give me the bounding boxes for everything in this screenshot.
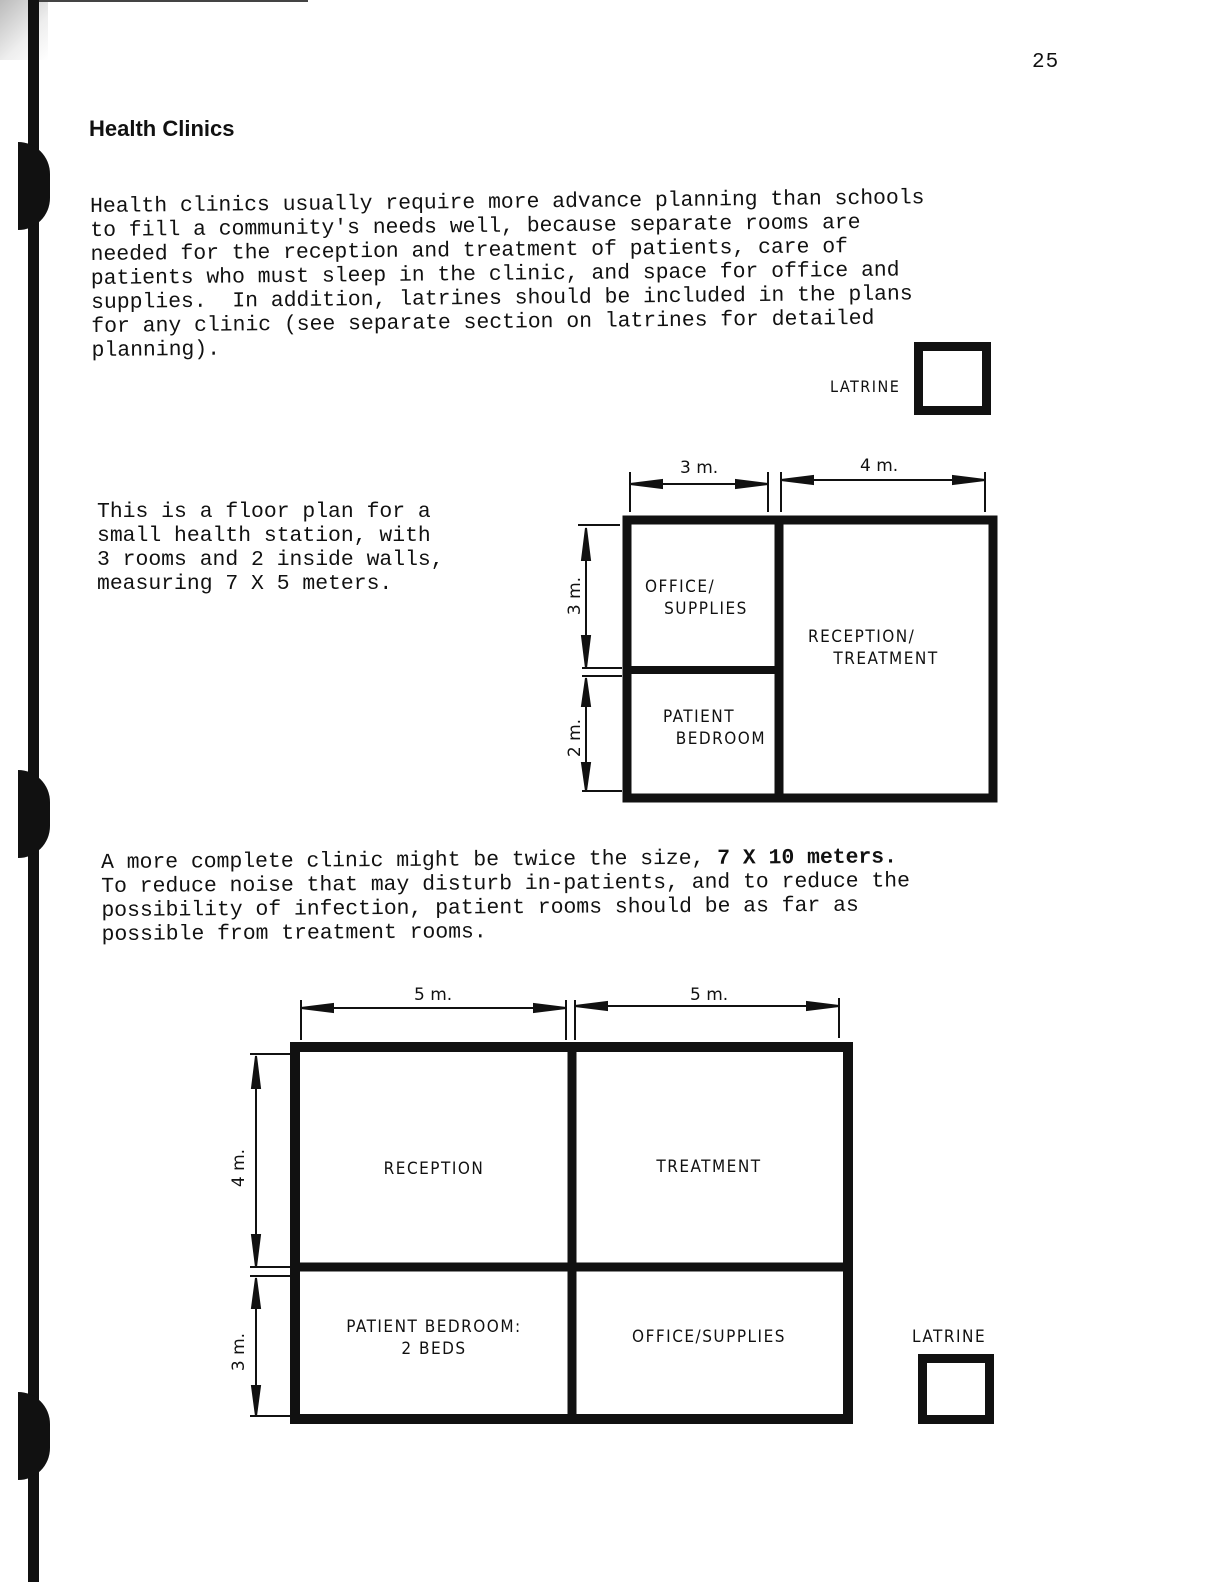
- large-plan-top-dimensions: [301, 998, 839, 1040]
- large-room-reception: RECEPTION: [383, 1159, 485, 1179]
- page-number: 25: [1032, 51, 1060, 74]
- large-room-office: OFFICE/SUPPLIES: [632, 1327, 786, 1347]
- small-dim-top-left: 3 m.: [680, 458, 719, 478]
- second-paragraph-line1: A more complete clinic might be twice the size,: [101, 846, 718, 875]
- small-dim-left-upper: 3 m.: [565, 576, 585, 616]
- large-room-treatment: TREATMENT: [656, 1157, 762, 1177]
- small-dim-top-right: 4 m.: [860, 456, 899, 476]
- small-room-reception: RECEPTION/ TREATMENT: [808, 627, 939, 669]
- second-paragraph-size: 7 X 10 meters.: [717, 845, 898, 871]
- small-dim-left-lower: 2 m.: [565, 718, 585, 758]
- small-room-patient: PATIENT BEDROOM: [663, 707, 767, 749]
- page-title: Health Clinics: [89, 116, 235, 141]
- large-dim-left-upper: 4 m.: [229, 1148, 249, 1188]
- large-latrine-label: LATRINE: [912, 1327, 987, 1347]
- large-latrine-box: [918, 1354, 994, 1424]
- small-room-office: OFFICE/ SUPPLIES: [645, 577, 748, 619]
- large-plan-left-dimensions: [250, 1054, 290, 1416]
- large-dim-left-lower: 3 m.: [229, 1332, 249, 1372]
- intro-paragraph: Health clinics usually require more advance planning than schools to fill a community's needs well, because separate rooms are needed for the reception and treatment of patients, care of patients who must sleep in the clinic, and space for office and supplies. In addition, latrines should be included in the plans for any clinic (see separate section on latrines for detailed planning).: [90, 186, 925, 363]
- second-paragraph-rest: To reduce noise that may disturb in-patients, and to reduce the possibility of infection, patient rooms should be as far as possible from treatment rooms.: [101, 869, 911, 947]
- large-dim-top-left: 5 m.: [414, 985, 453, 1005]
- small-plan-description: This is a floor plan for a small health station, with 3 rooms and 2 inside walls, measuring 7 X 5 meters.: [97, 500, 444, 596]
- large-room-patient: PATIENT BEDROOM: 2 BEDS: [346, 1317, 522, 1359]
- large-dim-top-right: 5 m.: [690, 985, 729, 1005]
- small-latrine-label: LATRINE: [830, 377, 901, 396]
